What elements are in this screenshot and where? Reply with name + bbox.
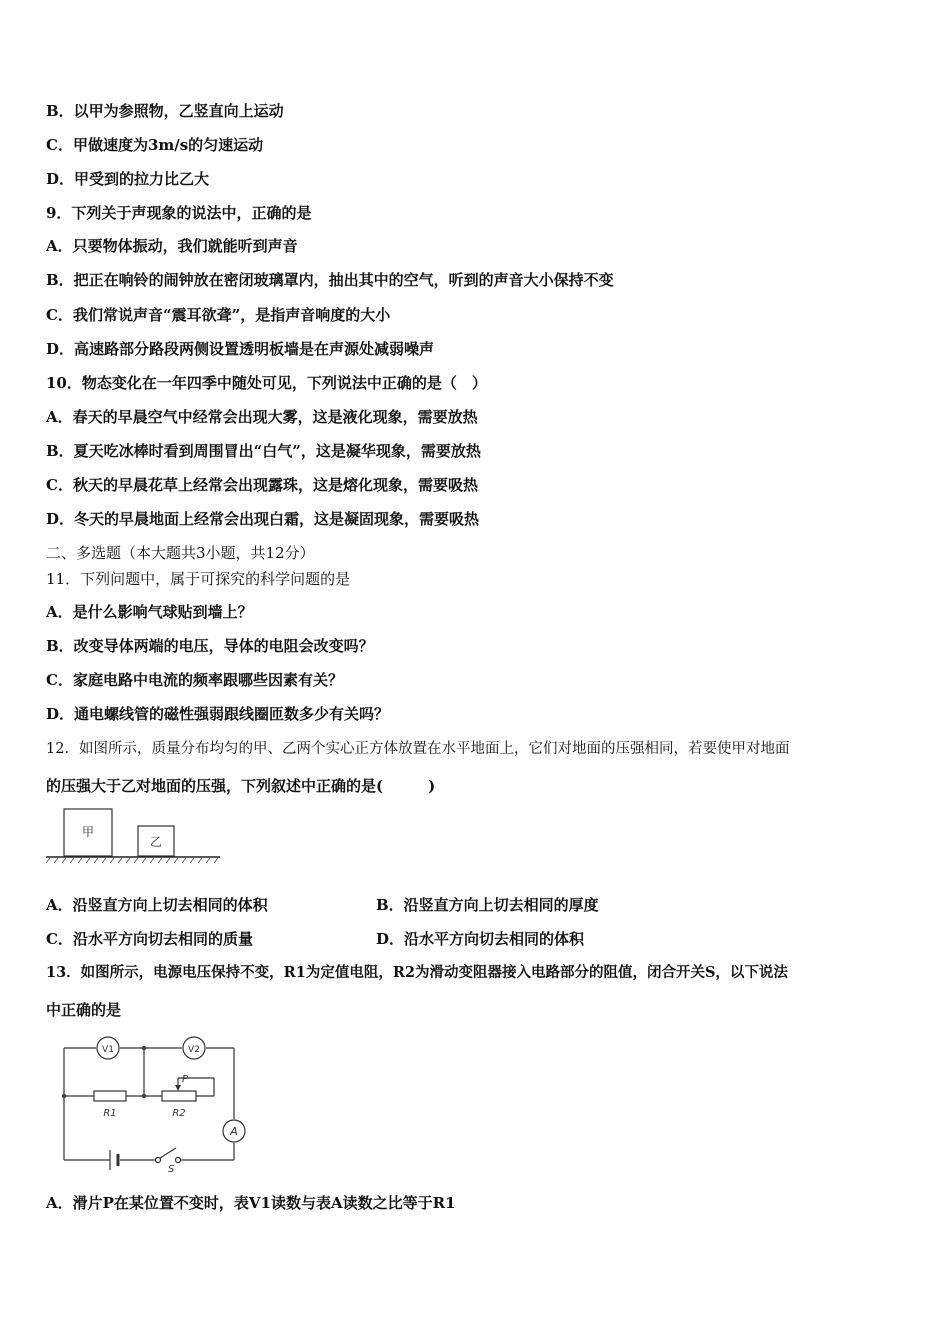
line-q10-a: A．春天的早晨空气中经常会出现大雾，这是液化现象，需要放热 <box>46 408 478 426</box>
voltmeter-v2-label: V2 <box>188 1045 200 1055</box>
line-q11-a: A．是什么影响气球贴到墙上？ <box>46 603 253 621</box>
question-13-line1: 13．如图所示，电源电压保持不变，R1为定值电阻，R2为滑动变阻器接入电路部分的阻值，闭合开关S，以下说法 <box>46 964 788 981</box>
section-heading: 二、多选题（本大题共3小题，共12分） <box>46 544 315 562</box>
question-10: 10．物态变化在一年四季中随处可见，下列说法中正确的是（ ） <box>46 374 487 392</box>
q13-circuit-figure <box>56 1034 256 1174</box>
circuit-wires <box>64 1048 234 1160</box>
block-jia-label: 甲 <box>81 825 95 839</box>
question-12-line2: 的压强大于乙对地面的压强，下列叙述中正确的是( ) <box>46 777 436 795</box>
voltmeter-v1-label: V1 <box>102 1045 114 1055</box>
line-q9-c: C．我们常说声音“震耳欲聋”，是指声音响度的大小 <box>46 306 391 324</box>
line-q10-d: D．冬天的早晨地面上经常会出现白霜，这是凝固现象，需要吸热 <box>46 510 480 528</box>
ground-hatch <box>46 858 218 863</box>
line-q9-d: D．高速路部分路段两侧设置透明板墙是在声源处减弱噪声 <box>46 340 435 358</box>
q12-option-d: D．沿水平方向切去相同的体积 <box>376 930 585 948</box>
q12-option-c: C．沿水平方向切去相同的质量 <box>46 930 253 948</box>
q12-option-b: B．沿竖直方向上切去相同的厚度 <box>376 896 599 914</box>
q12-option-a: A．沿竖直方向上切去相同的体积 <box>46 896 268 914</box>
r1-label: R1 <box>103 1108 117 1119</box>
ammeter-label: A <box>230 1125 238 1138</box>
question-11: 11．下列问题中，属于可探究的科学问题的是 <box>46 570 351 588</box>
block-yi-label: 乙 <box>149 835 163 849</box>
line-q11-b: B．改变导体两端的电压，导体的电阻会改变吗？ <box>46 637 374 655</box>
question-13-line2: 中正确的是 <box>46 1001 122 1019</box>
line-q11-c: C．家庭电路中电流的频率跟哪些因素有关？ <box>46 671 343 689</box>
battery <box>110 1150 118 1170</box>
switch-label: S <box>168 1164 175 1174</box>
line-q10-b: B．夏天吃冰棒时看到周围冒出“白气”，这是凝华现象，需要放热 <box>46 442 481 460</box>
switch-s <box>156 1148 181 1163</box>
resistor-r2 <box>162 1091 196 1101</box>
question-12-line1: 12．如图所示，质量分布均匀的甲、乙两个实心正方体放置在水平地面上，它们对地面的压强相同，若要使甲对地面 <box>46 741 790 757</box>
question-9: 9．下列关于声现象的说法中，正确的是 <box>46 204 312 222</box>
slider-arrow <box>175 1085 181 1091</box>
line-q8-c: C．甲做速度为3m/s的匀速运动 <box>46 136 264 154</box>
line-q11-d: D．通电螺线管的磁性强弱跟线圈匝数多少有关吗？ <box>46 705 390 723</box>
slider-label: P <box>182 1074 189 1085</box>
line-q9-b: B．把正在响铃的闹钟放在密闭玻璃罩内，抽出其中的空气，听到的声音大小保持不变 <box>46 271 614 289</box>
q13-option-a: A．滑片P在某位置不变时，表V1读数与表A读数之比等于R1 <box>46 1194 456 1212</box>
q12-figure <box>44 808 224 866</box>
line-q10-c: C．秋天的早晨花草上经常会出现露珠，这是熔化现象，需要吸热 <box>46 476 478 494</box>
resistor-r1 <box>94 1091 126 1101</box>
r2-label: R2 <box>172 1108 186 1119</box>
line-q8-b: B．以甲为参照物，乙竖直向上运动 <box>46 102 284 120</box>
line-q8-d: D．甲受到的拉力比乙大 <box>46 170 210 188</box>
line-q9-a: A．只要物体振动，我们就能听到声音 <box>46 237 298 255</box>
